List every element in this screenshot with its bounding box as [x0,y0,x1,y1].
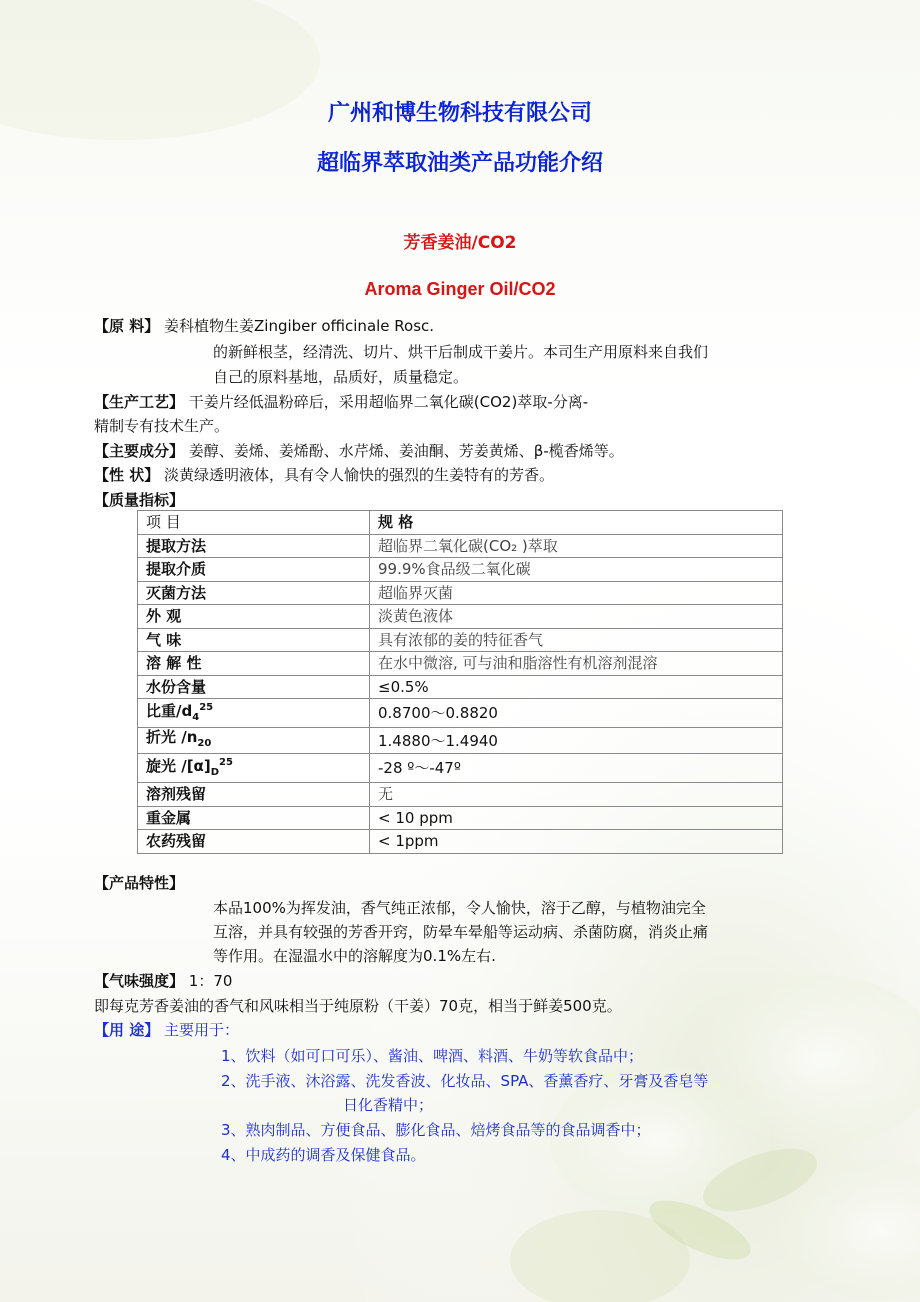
item-text: 折光 /n [146,728,198,746]
item-text: 旋光 /[α] [146,757,211,775]
features-label: 【产品特性】 [94,874,185,892]
table-cell-item: 外 观 [138,605,370,629]
table-cell-item: 气 味 [138,628,370,652]
table-cell-spec: ≤0.5% [370,675,783,699]
table-cell-spec: -28 º～-47º [370,754,783,783]
table-cell-spec: 99.9%食品级二氧化碳 [370,558,783,582]
table-cell-spec: 淡黄色液体 [370,605,783,629]
table-cell-item [138,754,370,783]
table-cell-item: 提取方法 [138,534,370,558]
table-cell-spec: 1.4880～1.4940 [370,728,783,754]
usage-item-3: 3、熟肉制品、方便食品、膨化食品、焙烤食品等的食品调香中； [221,1121,651,1139]
raw-material-label: 【原 料】 [94,317,160,335]
table-cell-spec: 无 [370,783,783,807]
item-subscript: 20 [197,738,212,749]
table-cell-item [138,728,370,754]
table-cell-spec: 超临界灭菌 [370,581,783,605]
usage-row [94,1020,239,1040]
item-subscript: 4 [192,712,200,723]
product-name-en: Aroma Ginger Oil/CO2 [364,279,556,299]
table-header-spec: 规 格 [370,511,783,535]
product-name-cn: 芳香姜油/CO2 [403,233,517,253]
raw-material-text: 姜科植物生姜Zingiber officinale Rosc. [164,317,435,335]
table-cell-item: 水份含量 [138,675,370,699]
table-cell-spec: < 1ppm [370,830,783,854]
raw-material-row [94,316,434,336]
table-cell-spec: 超临界二氧化碳(CO₂ )萃取 [370,534,783,558]
table-row [138,628,783,652]
features-line-2: 互溶，并具有较强的芳香开窍，防晕车晕船等运动病、杀菌防腐，消炎止痛 [213,923,709,941]
table-cell-spec: 具有浓郁的姜的特征香气 [370,628,783,652]
usage-item-2-cont: 日化香精中； [343,1096,434,1114]
odor-strength-row [94,971,232,991]
process-text: 干姜片经低温粉碎后，采用超临界二氧化碳(CO2)萃取-分离- [188,393,589,411]
quality-spec-table [137,510,783,854]
table-header-item: 项 目 [138,511,370,535]
item-superscript: 25 [219,757,233,768]
table-cell-item: 溶剂残留 [138,783,370,807]
table-row [138,675,783,699]
usage-label: 【用 途】 [94,1021,160,1039]
table-row [138,652,783,676]
table-cell-spec: 在水中微溶, 可与油和脂溶性有机溶剂混溶 [370,652,783,676]
table-header-row [138,511,783,535]
table-row [138,783,783,807]
process-label: 【生产工艺】 [94,393,185,411]
components-text: 姜醇、姜烯、姜烯酚、水芹烯、姜油酮、芳姜黄烯、β-榄香烯等。 [188,442,624,460]
usage-item-2: 2、洗手液、沐浴露、洗发香波、化妆品、SPA、香薰香疗、牙膏及香皂等 [221,1072,709,1090]
item-subscript: D [210,767,220,778]
table-row [138,605,783,629]
odor-strength-value: 1：70 [188,972,233,990]
table-row [138,830,783,854]
item-superscript: 25 [199,702,214,713]
appearance-row [94,465,554,485]
components-label: 【主要成分】 [94,442,185,460]
table-row [138,728,783,754]
components-row [94,441,624,461]
table-row [138,806,783,830]
raw-material-line-3: 自己的原料基地，品质好，质量稳定。 [213,368,469,386]
appearance-text: 淡黄绿透明液体，具有令人愉快的强烈的生姜特有的芳香。 [164,466,555,484]
table-cell-spec: 0.8700～0.8820 [370,699,783,728]
odor-strength-note: 即每克芳香姜油的香气和风味相当于纯原粉（干姜）70克，相当于鲜姜500克。 [94,997,622,1015]
table-cell-item: 溶 解 性 [138,652,370,676]
table-cell-spec: < 10 ppm [370,806,783,830]
table-cell-item: 重金属 [138,806,370,830]
table-row [138,558,783,582]
usage-item-4: 4、中成药的调香及保健食品。 [221,1146,426,1164]
document-title: 超临界萃取油类产品功能介绍 [316,151,603,176]
appearance-label: 【性 状】 [94,466,160,484]
table-row [138,754,783,783]
table-cell-item [138,699,370,728]
raw-material-line-2: 的新鲜根茎，经清洗、切片、烘干后制成干姜片。本司生产用原料来自我们 [213,343,709,361]
odor-strength-label: 【气味强度】 [94,972,185,990]
features-line-3: 等作用。在湿温水中的溶解度为0.1%左右. [213,947,496,965]
table-row [138,699,783,728]
table-cell-item: 提取介质 [138,558,370,582]
table-row [138,581,783,605]
process-line-2: 精制专有技术生产。 [94,417,230,435]
process-row [94,392,588,412]
table-cell-item: 农药残留 [138,830,370,854]
usage-item-1: 1、饮料（如可口可乐）、酱油、啤酒、料酒、牛奶等软食品中； [221,1047,644,1065]
features-line-1: 本品100%为挥发油，香气纯正浓郁，令人愉快，溶于乙醇，与植物油完全 [213,899,706,917]
usage-intro: 主要用于： [164,1021,240,1039]
table-cell-item: 灭菌方法 [138,581,370,605]
table-row [138,534,783,558]
quality-label: 【质量指标】 [94,491,185,509]
company-title: 广州和博生物科技有限公司 [327,101,592,126]
item-text: 比重/d [146,702,193,720]
